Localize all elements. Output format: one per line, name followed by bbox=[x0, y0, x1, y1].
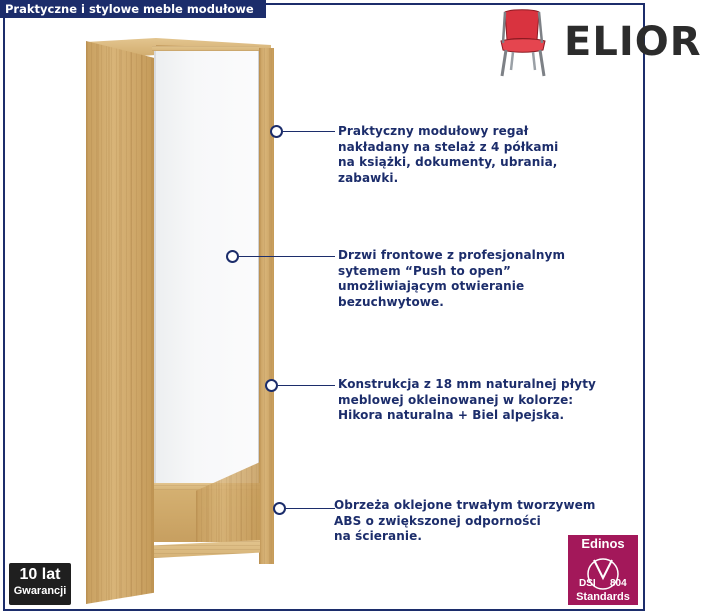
certificate-code-right: 804 bbox=[610, 578, 627, 589]
red-chair-icon bbox=[501, 10, 545, 76]
header-title: Praktyczne i stylowe meble modułowe bbox=[0, 0, 266, 18]
callout-marker-1 bbox=[270, 125, 283, 138]
callout-text-1: Praktyczny modułowy regał nakładany na stelaż z 4 półkami na książki, dokumenty, ubrania, zabawki. bbox=[338, 124, 559, 185]
callout-line-2 bbox=[239, 256, 335, 257]
callout-marker-4 bbox=[273, 502, 286, 515]
cabinet-top-edge bbox=[152, 46, 259, 51]
cabinet-door bbox=[154, 50, 259, 483]
warranty-badge bbox=[9, 563, 71, 605]
callout-line-3 bbox=[278, 385, 335, 386]
callout-text-4: Obrzeża oklejone trwałym tworzywem ABS o zwiększonej odporności na ścieranie. bbox=[334, 498, 596, 543]
warranty-label: Gwarancji bbox=[13, 585, 67, 597]
callout-line-1 bbox=[283, 131, 335, 132]
certificate-badge bbox=[568, 535, 638, 605]
certificate-label: Standards bbox=[576, 591, 630, 603]
certificate-seal-icon bbox=[568, 552, 638, 588]
callout-marker-2 bbox=[226, 250, 239, 263]
callout-text-2: Drzwi frontowe z profesjonalnym sytemem “Push to open” umożliwiającym otwieranie bezuchwytowe. bbox=[338, 248, 566, 309]
cabinet-left-side bbox=[86, 41, 154, 604]
callout-line-4 bbox=[286, 508, 335, 509]
logo-brand-text: ELIOR bbox=[564, 19, 702, 65]
callout-text-3: Konstrukcja z 18 mm naturalnej płyty meblowej okleinowanej w kolorze: Hikora naturalna + Biel alpejska. bbox=[338, 377, 596, 422]
callout-marker-3 bbox=[265, 379, 278, 392]
certificate-code-left: DSI bbox=[579, 578, 596, 589]
certificate-brand: Edinos bbox=[581, 536, 625, 551]
warranty-years: 10 lat bbox=[19, 566, 61, 583]
